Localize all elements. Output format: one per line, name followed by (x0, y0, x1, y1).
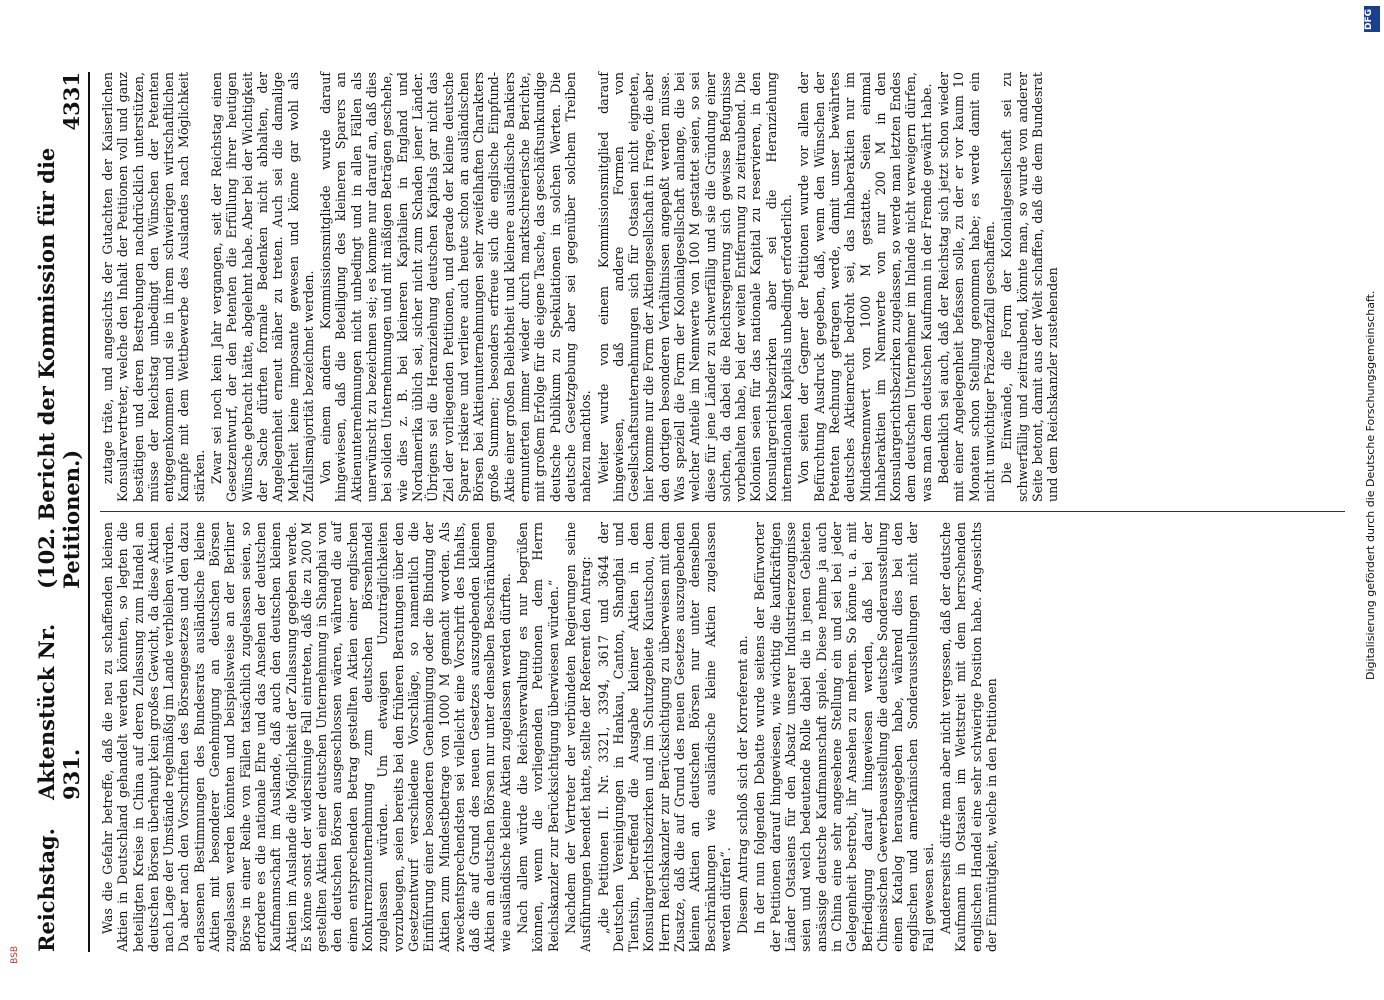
paragraph: Die Einwände, die Form der Kolonialgesellschaft sei zu schwerfällig und zeitraubend, könnte man, so wurde von anderer Seite betont, damit aus der Welt schaffen, daß die dem Bundesrat und dem Reichskanzler zustehenden (999, 72, 1061, 502)
paragraph: In der nun folgenden Debatte wurde seitens der Befürworter der Petitionen darauf hingewiesen, wie wichtig die kaufkräftigen Länder Ostasiens für den Absatz unserer Industrieerzeugnisse seien und welch bedeutende Rolle dabei die in jenen Gebieten ansässige deutsche Kaufmannschaft spiele. Diese nehme ja auch in China eine sehr angesehene Stellung ein und sei bei jeder Gelegenheit bestrebt, ihr Ansehen zu mehren. So könne u. a. mit Befriedigung darauf hingewiesen werden, daß bei der Chinesischen Gewerbeausstellung die deutsche Sonderausstellung einen Katalog herausgegeben habe, während dies bei den englischen und amerikanischen Sonderausstellungen nicht der Fall gewesen sei. (752, 522, 936, 952)
rotated-document (34, 72, 1356, 952)
paragraph: Von einem andern Kommissionsmitgliede wurde darauf hingewiesen, daß die Beteiligung des kleineren Sparers an Aktienunternehmungen nicht unbedingt und in allen Fällen als unerwünscht zu bezeichnen sei; es komme nur darauf an, daß dies bei soliden Unternehmungen und mit mäßigen Beträgen geschehe, wie dies z. B. bei kleineren Kapitalien in England und Nordamerika üblich sei, sicher nicht zum Schaden jener Länder. Übrigens sei die Heranziehung deutschen Kapitals gar nicht das Ziel der vorliegenden Petitionen, und gerade der kleine deutsche Sparer riskiere und verliere auch heute schon an ausländischen Börsen bei Aktienunternehmungen sehr zweifelhaften Charakters große Summen; besonders erfreue sich die englische Einpfund-Aktie einer großen Beliebtheit und kleinere ausländische Bankiers ermunterten immer wieder durch marktschreierische Berichte, mit großem Erfolge für die eigene Tasche, das geschäftsunkundige deutsche Publikum zu Spekulationen in solchen Werten. Die deutsche Gesetzgebung aber sei gegenüber solchem Treiben nahezu machtlos. (318, 72, 594, 502)
paragraph: Diesem Antrag schloß sich der Korreferent an. (735, 635, 751, 934)
page-header (34, 72, 90, 952)
column-divider (100, 511, 1345, 512)
column-right (100, 72, 1062, 502)
paragraph: Von seiten der Gegner der Petitionen wurde vor allem der Befürchtung Ausdruck gegeben, daß, wenn den Wünschen der Petenten Rechnung getragen werde, damit unser bewährtes deutsches Aktienrecht bedroht sei, das Inhaberaktien nur im Mindestnennwert von 1000 M gestatte. Seien einmal Inhaberaktien im Nennwerte von nur 200 M in den Konsulargerichtsbezirken zugelassen, so werde man letzten Endes dem deutschen Unternehmer im Inlande nicht verweigern dürfen, was man dem deutschen Kaufmann in der Fremde gewährt habe. (796, 72, 934, 502)
column-left (100, 522, 1001, 952)
paragraph: „die Petitionen II. Nr. 3321, 3394, 3617 und 3644 der Deutschen Vereinigungen in Hankau, Canton, Shanghai und Tientsin, betreffend die Ausgabe kleiner Aktien in den Konsulargerichtsbezirken und im Schutzgebiete Kiautschou, dem Herrn Reichskanzler zur Berücksichtigung zu überweisen mit dem Zusatze, daß die auf Grund des neuen Gesetzes auszugebenden kleinen Aktien an deutschen Börsen nur unter denselben Beschränkungen wie ausländische kleine Aktien zugelassen werden dürfen“. (595, 522, 733, 952)
paragraph: Nachdem der Vertreter der verbündeten Regierungen seine Ausführungen beendet hatte, stellte der Referent den Antrag: (562, 522, 594, 952)
paragraph: zutage träte, und angesichts der Gutachten der Kaiserlichen Konsularvertreter, welche den Inhalt der Petitionen voll und ganz bestätigen und deren Bestrebungen nachdrücklich unterstützen, müsse der Reichstag unbedingt den Wünschen der Petenten entgegenkommen und sie in ihrem schwierigen wirtschaftlichen Kampfe mit dem Wettbewerbe des Auslandes nach Möglichkeit stärken. (100, 72, 207, 502)
page-number: 4331 (59, 72, 84, 131)
paragraph: Weiter wurde von einem Kommissionsmitglied darauf hingewiesen, daß andere Formen von Gesellschaftsunternehmungen sich für Ostasien nicht eigneten, hier komme nur die Form der Aktiengesellschaft in Frage, die aber den dortigen besonderen Verhältnissen angepaßt werden müsse. Was speziell die Form der Kolonialgesellschaft anlange, die bei welcher Anteile im Nennwerte von 100 M gestattet seien, so sei diese für jene Länder zu schwerfällig und sie die Gründung einer solchen, da dabei die Reichsregierung sich gewisse Befugnisse vorbehalten habe, bei der weiten Entfernung zu zeitraubend. Die Kolonien seien für das nationale Kapital zu reservieren, in den Konsulargerichtsbezirken aber sei die Heranziehung internationalen Kapitals unbedingt erforderlich. (595, 72, 795, 502)
header-left: Reichstag. (34, 828, 59, 952)
paragraph: Zwar sei noch kein Jahr vergangen, seit der Reichstag einen Gesetzentwurf, der den Petenten die Erfüllung ihrer heutigen Wünsche gebracht hätte, abgelehnt habe. Aber bei der Wichtigkeit der Sache dürften formale Bedenken nicht abhalten, der Angelegenheit erneut näher zu treten. Auch sei die damalige Mehrheit keine imposante gewesen und könne gar wohl als Zufallsmajorität bezeichnet werden. (209, 72, 316, 502)
paragraph: Andererseits dürfe man aber nicht vergessen, daß der deutsche Kaufmann in Ostasien im Wettstreit mit dem herrschenden englischen Handel eine sehr schwierige Position habe. Angesichts der Einmütigkeit, welche in den Petitionen (938, 522, 999, 952)
paragraph: Bedenklich sei auch, daß der Reichstag sich jetzt schon wieder mit einer Angelegenheit befassen solle, zu der er vor kaum 10 Monaten schon Stellung genommen habe; es werde damit ein nicht unwichtiger Präzedenzfall geschaffen. (936, 72, 997, 502)
bsb-mark: BSB (10, 946, 20, 964)
header-document-number: Aktenstück Nr. 931. (34, 623, 84, 801)
paragraph: Nach allem würde die Reichsverwaltung es nur begrüßen können, wenn die vorliegenden Petitionen dem Herrn Reichskanzler zur Berücksichtigung überwiesen würden.“ (515, 522, 561, 952)
dfg-logo: DFG (1364, 6, 1380, 32)
paragraph: Was die Gefahr betreffe, daß die neu zu schaffenden kleinen Aktien in Deutschland gehandelt werden könnten, so legten die beteiligten Kreise in China auf deren Zulassung zum Handel an deutschen Börsen überhaupt kein großes Gewicht, da diese Aktien nach Lage der Umstände regelmäßig im Lande verbleiben würden. Da aber nach den Vorschriften des Börsengesetzes und den dazu erlassenen Bestimmungen des Bundesrats ausländische kleine Aktien mit besonderer Genehmigung an deutschen Börsen zugelassen werden könnten und beispielsweise an der Berliner Börse in einer Reihe von Fällen tatsächlich zugelassen seien, so erfordere es die nationale Ehre und das Ansehen der deutschen Kaufmannschaft im Auslande, daß auch den deutschen kleinen Aktien im Auslande die Möglichkeit der Zulassung gegeben werde. Es könne sonst der widersinnige Fall eintreten, daß die zu 200 M gestellten Aktien einer deutschen Unternehmung in Shanghai von den deutschen Börsen ausgeschlossen wären, während die auf einen entsprechenden Betrag gestellten Aktien einer englischen Konkurrenzunternehmung zum deutschen Börsenhandel zugelassen würden. Um etwaigen Unzuträglichkeiten vorzubeugen, seien bereits bei den früheren Beratungen über den Gesetzentwurf verschiedene Vorschläge, so namentlich die Einführung einer besonderen Genehmigung oder die Bindung der Aktien zum Mindestbetrage von 1000 M gemacht worden. Als zweckentsprechendsten sei vielleicht eine Vorschrift des Inhalts, daß die auf Grund des neuen Gesetzes auszugebenden kleinen Aktien an deutschen Börsen nur unter denselben Beschränkungen wie ausländische kleine Aktien zugelassen werden dürften. (100, 522, 513, 952)
funding-note: Digitalisierung gefördert durch die Deutsche Forschungsgemeinschaft. (1364, 290, 1377, 680)
header-title: (102. Bericht der Kommission für die Petitionen.) (34, 147, 84, 589)
